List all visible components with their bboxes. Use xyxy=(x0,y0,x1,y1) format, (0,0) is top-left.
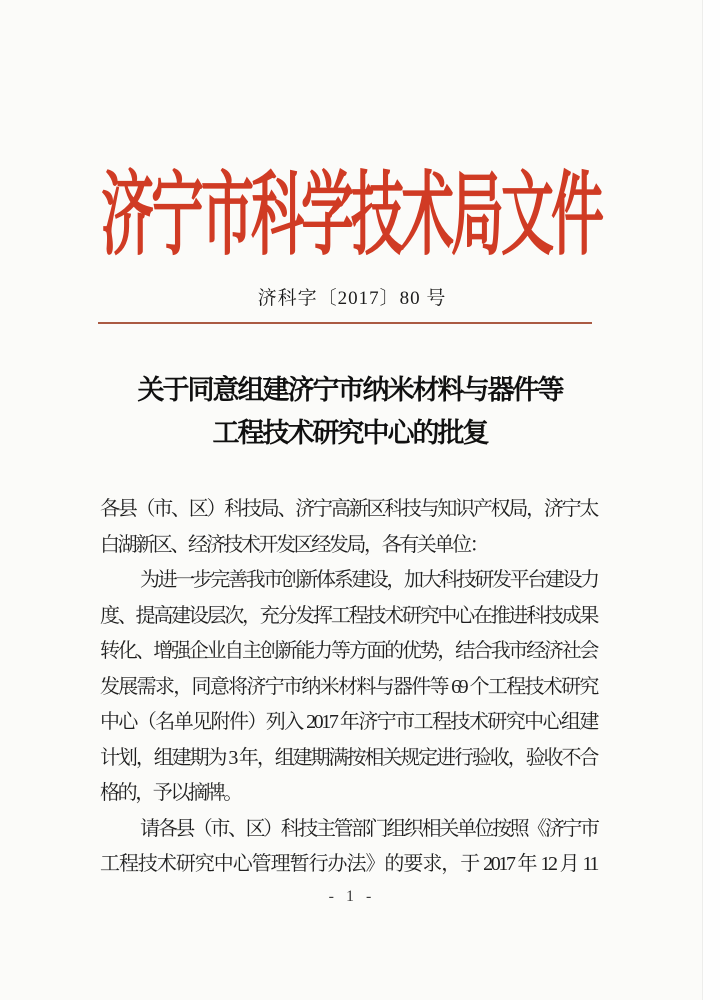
body-line: 发展需求，同意将济宁市纳米材料与器件等 69 个工程技术研究 xyxy=(100,675,597,698)
document-title-line-1: 关于同意组建济宁市纳米材料与器件等 xyxy=(137,375,563,405)
body-line: 计划，组建期为 3 年，组建期满按相关规定进行验收，验收不合 xyxy=(100,746,597,769)
body-line: 各县（市、区）科技局、济宁高新区科技与知识产权局，济宁太 xyxy=(100,498,597,520)
page-number: - 1 - xyxy=(328,888,376,905)
red-divider-line xyxy=(98,322,592,324)
document-body xyxy=(100,492,597,883)
body-line: 白湖新区、经济技术开发区经发局，各有关单位： xyxy=(100,533,488,556)
body-line: 为进一步完善我市创新体系建设，加大科技研发平台建设力 xyxy=(140,569,598,591)
agency-header-title: 济宁市科学技术局文件 xyxy=(101,167,601,267)
scan-edge-artifact xyxy=(702,0,720,1000)
body-line: 请各县（市、区）科技主管部门组织相关单位按照《济宁市 xyxy=(140,817,598,840)
body-line: 工程技术研究中心管理暂行办法》的要求，于 2017 年 12 月 11 xyxy=(100,853,597,875)
body-line: 转化、增强企业自主创新能力等方面的优势，结合我市经济社会 xyxy=(100,640,597,662)
body-line: 中心（名单见附件）列入 2017 年济宁市工程技术研究中心组建 xyxy=(100,711,597,733)
document-number: 济科字〔2017〕80 号 xyxy=(257,288,447,309)
body-line: 格的，予以摘牌。 xyxy=(100,782,241,804)
body-line: 度、提高建设层次，充分发挥工程技术研究中心在推进科技成果 xyxy=(100,604,597,627)
document-title-line-2: 工程技术研究中心的批复 xyxy=(212,418,488,448)
document-header xyxy=(0,143,702,267)
document-title xyxy=(0,369,700,455)
